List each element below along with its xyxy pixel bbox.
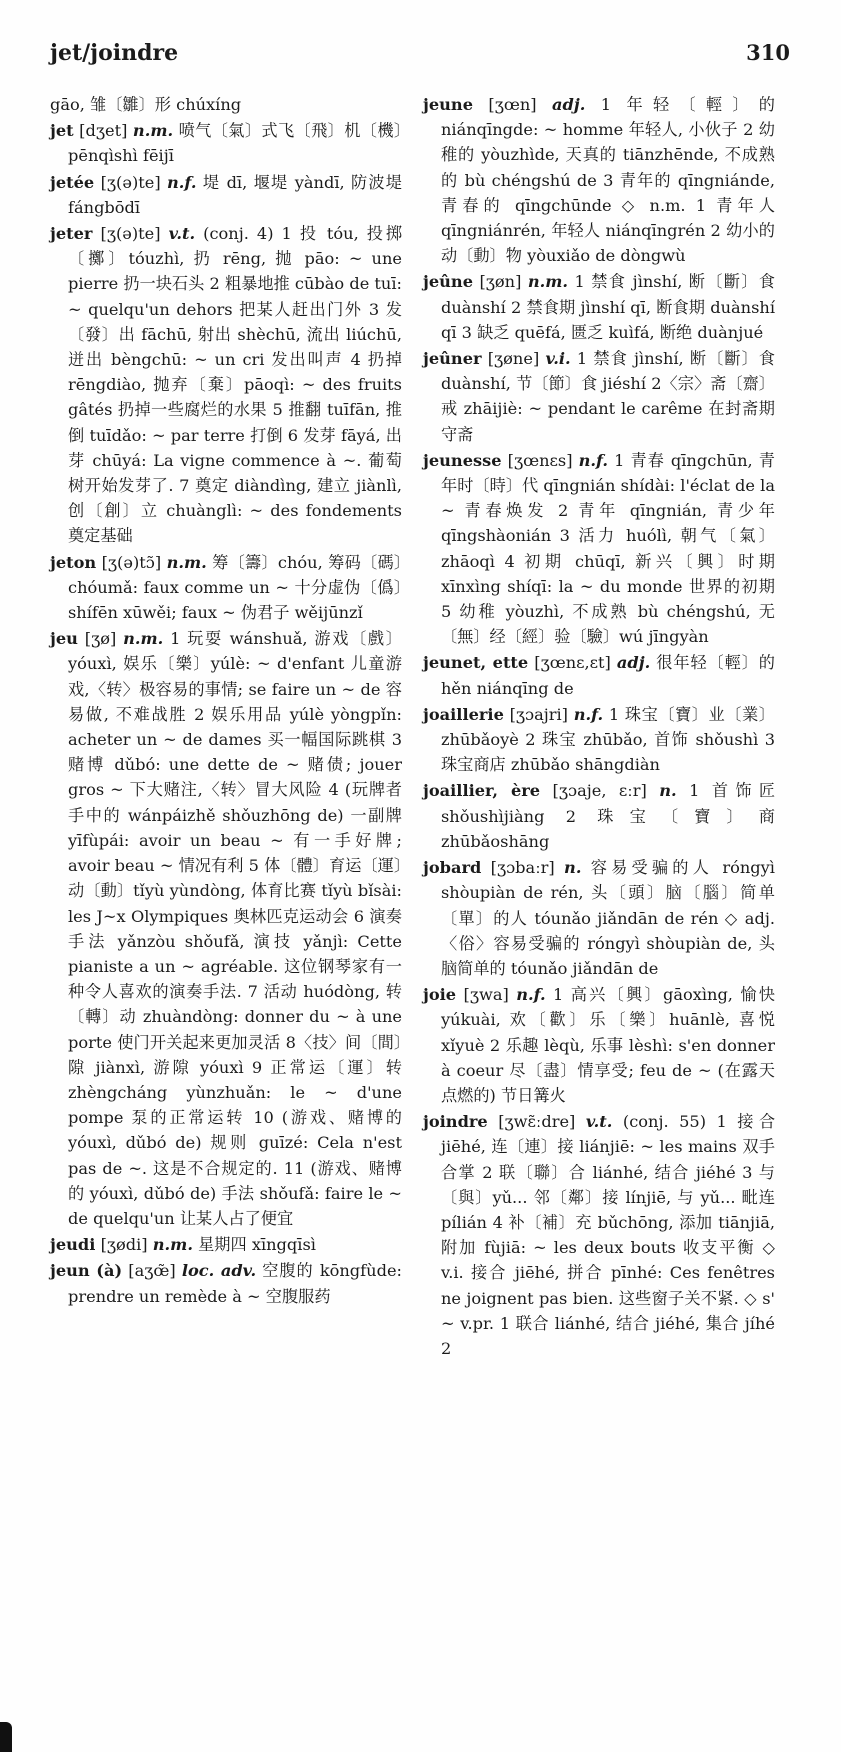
entry-headword: jetée [50, 172, 95, 192]
entry-definition: 堤 dī, 堰堤 yàndī, 防波堤 fángbōdī [68, 172, 402, 217]
entry-headword: jeûne [423, 272, 473, 292]
entry-pronunciation: [ʒɔaje, ɛːr] [552, 781, 647, 801]
entry-headword: joindre [423, 1112, 488, 1132]
entry-grammar: n.f. [167, 172, 197, 192]
dictionary-entry [423, 92, 775, 268]
entry-pronunciation: [ʒœnɛs] [507, 450, 573, 470]
entry-headword: jeter [50, 224, 93, 244]
entry-definition: 1 禁食 jìnshí, 断〔斷〕食 duànshí, 节〔節〕食 jiéshí 2〈宗〉斋〔齋〕戒 zhāijiè: ~ pendant le carême 在封斋期守斋 [441, 349, 775, 444]
dictionary-entry [423, 650, 775, 700]
entry-definition: 很年轻〔輕〕的 hěn niánqīng de [441, 653, 775, 698]
entry-definition: gāo, 雏〔雛〕形 chúxíng [50, 95, 242, 114]
entry-pronunciation: [ʒøn] [479, 272, 522, 292]
entry-pronunciation: [ʒwɛ̃ːdre] [498, 1112, 576, 1132]
entry-pronunciation: [ʒødi] [100, 1235, 148, 1255]
dictionary-entry [423, 778, 775, 854]
entry-pronunciation: [ʒ(ə)tɔ̃] [101, 552, 162, 572]
dictionary-entry [50, 626, 402, 1231]
entry-grammar: v.t. [168, 224, 196, 244]
page-header [50, 40, 790, 76]
entry-headword: jeu [50, 629, 78, 649]
entry-definition: (conj. 4) 1 投 tóu, 投掷〔擲〕tóuzhì, 扔 rēng, 抛 pāo: ~ une pierre 扔一块石头 2 粗暴地推 cūbào de tuī: ~ quelqu'un dehors 把某人赶出门外 3 发〔發〕出 fāchū, 射出 shèchū, 流出 liúchū, 迸出 bèngchū: ~ un cri 发出叫声 4 扔掉 rēngdiào, 抛弃〔棄〕pāoqì: ~ des fruits gâtés 扔掉一些腐烂的水果 5 推翻 tuīfān, 推倒 tuīdǎo: ~ par terre 打倒 6 发芽 fāyá, 出芽 chūyá: La vigne commence à ~. 葡萄树开始发芽了. 7 奠定 diàndìng, 建立 jiànlì, 创〔創〕立 chuànglì: ~ des fondements 奠定基础 [68, 224, 403, 546]
entry-grammar: loc. adv. [181, 1261, 257, 1281]
entry-grammar: n.f. [573, 704, 604, 724]
entry-headword: jobard [423, 858, 482, 878]
dictionary-entry [50, 1232, 402, 1257]
scan-edge-mark [0, 1722, 12, 1752]
entry-definition: 1 高兴〔興〕gāoxìng, 愉快 yúkuài, 欢〔歡〕乐〔樂〕huānlè, 喜悦 xǐyuè 2 乐趣 lèqù, 乐事 lèshì: s'en donner à coeur 尽〔盡〕情享受; feu de ~ (在露天点燃的) 节日篝火 [441, 985, 775, 1105]
entry-definition: 1 禁食 jìnshí, 断〔斷〕食 duànshí 2 禁食期 jìnshí qī, 断食期 duànshí qī 3 缺乏 quēfá, 匮乏 kuìfá, 断绝 duànjué [441, 272, 775, 342]
entry-grammar: adj. [552, 95, 586, 114]
entry-headword: jeunet, ette [423, 653, 529, 673]
entry-headword: jeunesse [423, 450, 502, 470]
dictionary-entry [50, 92, 402, 117]
dictionary-entry [50, 118, 402, 168]
entry-definition: 1 玩耍 wánshuǎ, 游戏〔戲〕yóuxì, 娱乐〔樂〕yúlè: ~ d'enfant 儿童游戏,〈转〉极容易的事情; se faire un ~ de 容易做, 不难战胜 2 娱乐用品 yúlè yòngpǐn: acheter un ~ de dames 买一幅国际跳棋 3 赌博 dǔbó: une dette de ~ 赌债; jouer gros ~ 下大赌注,〈转〉冒大风险 4 (玩牌者手中的 wánpáizhě shǒuzhōng de) 一副牌 yīfùpái: avoir un beau ~ 有一手好牌; avoir beau ~ 情况有利 5 体〔體〕育运〔運〕动〔動〕tǐyù yùndòng, 体育比赛 tǐyù bǐsài: les J~x Olympiques 奥林匹克运动会 6 演奏手法 yǎnzòu shǒufǎ, 演技 yǎnjì: Cette pianiste a un ~ agréable. 这位钢琴家有一种令人喜欢的演奏手法. 7 活动 huódòng, 转〔轉〕动 zhuàndòng: donner du ~ à une porte 使门开关起来更加灵活 8〈技〉间〔間〕隙 jiànxì, 游隙 yóuxì 9 正常运〔運〕转 zhèngcháng yùnzhuǎn: le ~ d'une pompe 泵的正常运转 10 (游戏、赌博的 yóuxì, dǔbó de) 规则 guīzé: Cela n'est pas de ~. 这是不合规定的. 11 (游戏、赌博的 yóuxì, dǔbó de) 手法 shǒufǎ: faire le ~ de quelqu'un 让某人占了便宜 [68, 629, 402, 1228]
entry-definition: 1 年轻〔輕〕的 niánqīngde: ~ homme 年轻人, 小伙子 2 幼稚的 yòuzhìde, 天真的 tiānzhēnde, 不成熟的 bù chéngshú de 3 青年的 qīngniánde, 青春的 qīngchūnde ◇ n.m. 1 青年人 qīngniánrén, 年轻人 niánqīngrén 2 幼小的动〔動〕物 yòuxiǎo de dòngwù [441, 95, 775, 266]
entry-pronunciation: [dʒet] [79, 121, 128, 141]
left-column [50, 92, 402, 1310]
entry-pronunciation: [ʒœn] [488, 95, 537, 114]
dictionary-entry [423, 1109, 775, 1361]
entry-headword: jeune [423, 95, 473, 114]
entry-grammar: v.i. [545, 349, 571, 369]
entry-headword: jet [50, 121, 74, 141]
entry-headword: joaillerie [423, 704, 504, 724]
entry-pronunciation: [ʒø] [84, 629, 117, 649]
entry-grammar: adj. [616, 653, 651, 673]
entry-pronunciation: [ʒøne] [487, 349, 540, 369]
entry-grammar: n.m. [527, 272, 569, 292]
entry-grammar: n.f. [578, 450, 609, 470]
dictionary-entry [50, 1258, 402, 1308]
dictionary-entry [423, 346, 775, 447]
entry-headword: jeun (à) [50, 1261, 123, 1281]
dictionary-entry [423, 855, 775, 981]
dictionary-entry [423, 982, 775, 1108]
entry-headword: joaillier, ère [423, 781, 541, 801]
entry-grammar: n.m. [123, 629, 164, 649]
entry-pronunciation: [aʒœ̃] [128, 1261, 176, 1281]
right-column [423, 92, 775, 1362]
entry-definition: 喷气〔氣〕式飞〔飛〕机〔機〕pēnqìshì fēijī [68, 121, 402, 166]
page-number: 310 [746, 40, 790, 65]
entry-definition: 容易受骗的人 róngyì shòupiàn de rén, 头〔頭〕脑〔腦〕简单〔單〕的人 tóunǎo jiǎndān de rén ◇ adj.〈俗〉容易受骗的 róngyì shòupiàn de, 头脑简单的 tóunǎo jiǎndān de [441, 858, 775, 978]
dictionary-entry [423, 702, 775, 778]
entry-definition: (conj. 55) 1 接合 jiēhé, 连〔連〕接 liánjiē: ~ les mains 双手合掌 2 联〔聯〕合 liánhé, 结合 jiéhé 3 与〔與〕yǔ... 邻〔鄰〕接 línjiē, 与 yǔ... 毗连 pílián 4 补〔補〕充 bǔchōng, 添加 tiānjiā, 附加 fùjiā: ~ les deux bouts 收支平衡 ◇ v.i. 接合 jiēhé, 拼合 pīnhé: Ces fenêtres ne joignent pas bien. 这些窗子关不紧. ◇ s' ~ v.pr. 1 联合 liánhé, 结合 jiéhé, 集合 jíhé 2 [441, 1112, 776, 1358]
entry-pronunciation: [ʒ(ə)te] [100, 224, 161, 244]
entry-grammar: n.f. [516, 985, 546, 1005]
entry-headword: jeûner [423, 349, 482, 369]
entry-pronunciation: [ʒwa] [463, 985, 509, 1005]
dictionary-entry [50, 550, 402, 626]
entry-definition: 1 珠宝〔寶〕业〔業〕zhūbǎoyè 2 珠宝 zhūbǎo, 首饰 shǒushì 3 珠宝商店 zhūbǎo shāngdiàn [441, 704, 775, 775]
entry-grammar: v.t. [585, 1112, 613, 1132]
dictionary-entry [423, 448, 775, 650]
dictionary-entry [50, 170, 402, 220]
entry-headword: jeudi [50, 1235, 96, 1255]
entry-definition: 筹〔籌〕chóu, 筹码〔碼〕chóumǎ: faux comme un ~ 十分虚伪〔僞〕shífēn xūwěi; faux ~ 伪君子 wěijūnzǐ [68, 552, 402, 623]
entry-definition: 空腹的 kōngfùde: prendre un remède à ~ 空腹服药 [68, 1261, 402, 1306]
dictionary-entry [423, 269, 775, 345]
entry-definition: 1 首饰匠 shǒushìjiàng 2 珠宝〔寶〕商 zhūbǎoshāng [441, 781, 776, 851]
entry-pronunciation: [ʒœnɛ,ɛt] [534, 653, 611, 673]
entry-grammar: n.m. [132, 121, 174, 141]
entry-grammar: n. [659, 781, 677, 801]
dictionary-entry [50, 221, 402, 549]
entry-grammar: n.m. [166, 552, 207, 572]
entry-pronunciation: [ʒ(ə)te] [100, 172, 161, 192]
running-headwords: jet/joindre [50, 40, 179, 66]
entry-grammar: n.m. [152, 1235, 193, 1255]
entry-definition: 1 青春 qīngchūn, 青年时〔時〕代 qīngnián shídài: l'éclat de la ~ 青春焕发 2 青年 qīngnián, 青少年 qīngshàonián 3 活力 huólì, 朝气〔氣〕zhāoqì 4 初期 chūqī, 新兴〔興〕时期 xīnxìng shíqī: la ~ du monde 世界的初期 5 幼稚 yòuzhì, 不成熟 bù chéngshú, 无〔無〕经〔經〕验〔驗〕wú jīngyàn [441, 450, 775, 647]
entry-grammar: n. [564, 858, 582, 878]
entry-definition: 星期四 xīngqīsì [198, 1235, 316, 1255]
entry-pronunciation: [ʒɔajri] [509, 704, 568, 724]
entry-headword: jeton [50, 552, 97, 572]
entry-pronunciation: [ʒɔbaːr] [490, 858, 555, 878]
entry-headword: joie [423, 985, 457, 1005]
